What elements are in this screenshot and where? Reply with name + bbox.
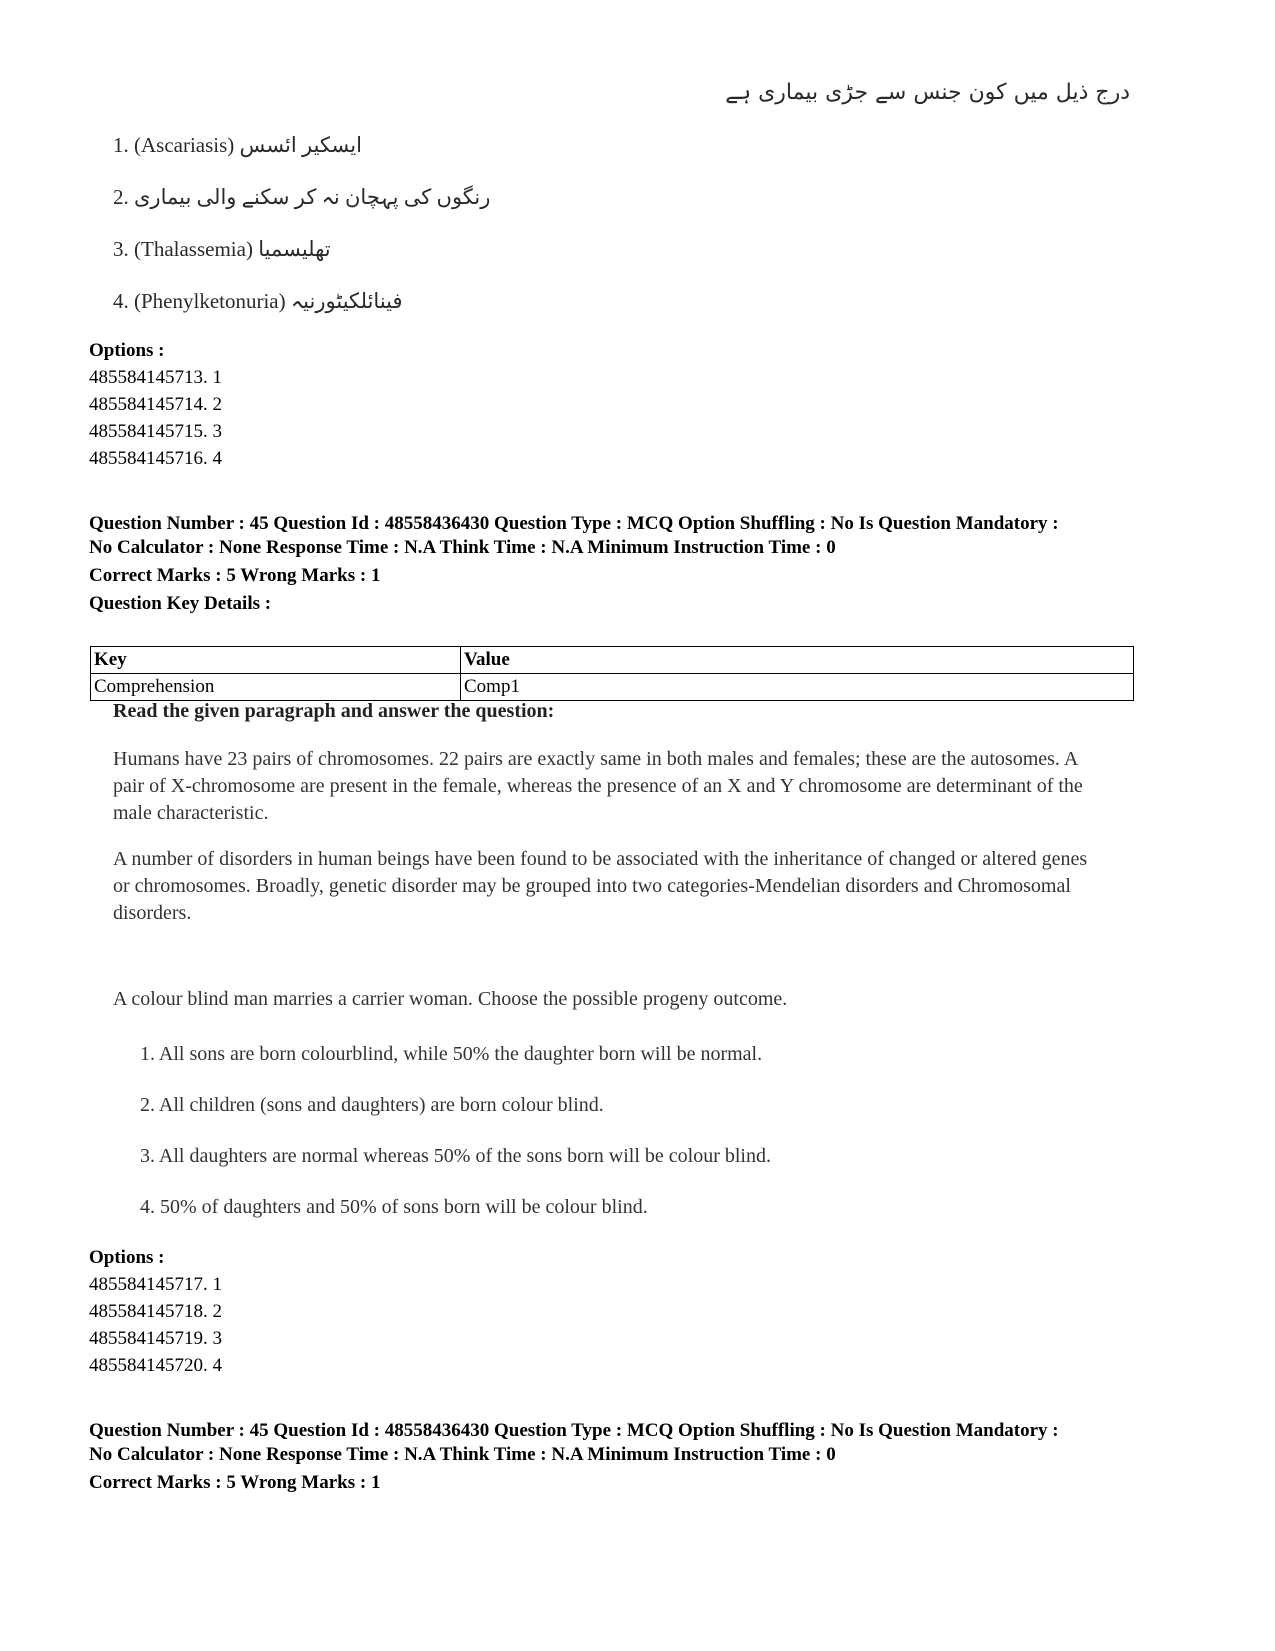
meta-line: No Calculator : None Response Time : N.A Think Time : N.A Minimum Instruction Time : 0 bbox=[89, 537, 836, 558]
option-line: 485584145713. 1 bbox=[89, 367, 222, 388]
option-line: 485584145717. 1 bbox=[89, 1274, 222, 1295]
key-details-label: Question Key Details : bbox=[89, 593, 272, 614]
choice-item: 1. (Ascariasis) ایسکیر ائسس bbox=[113, 133, 362, 157]
table-header-row bbox=[91, 647, 1134, 674]
key-details-table bbox=[90, 646, 1134, 701]
table-row bbox=[91, 674, 1134, 701]
question-meta bbox=[89, 1419, 1059, 1495]
paragraph-heading: Read the given paragraph and answer the question: bbox=[113, 700, 555, 722]
choice-item: 4. 50% of daughters and 50% of sons born will be colour blind. bbox=[140, 1196, 648, 1218]
table-cell: Comprehension bbox=[91, 674, 461, 701]
option-line: 485584145719. 3 bbox=[89, 1328, 222, 1349]
meta-line: Question Number : 45 Question Id : 48558436430 Question Type : MCQ Option Shuffling : No Is Question Mandatory : bbox=[89, 1420, 1059, 1441]
options-section bbox=[89, 340, 222, 472]
choice-item: 2. رنگوں کی پہچان نہ کر سکنے والی بیماری bbox=[113, 185, 491, 209]
choice-item: 4. (Phenylketonuria) فینائلکیٹورنیہ bbox=[113, 289, 403, 313]
meta-line: No Calculator : None Response Time : N.A Think Time : N.A Minimum Instruction Time : 0 bbox=[89, 1444, 836, 1465]
choice-item: 1. All sons are born colourblind, while 50% the daughter born will be normal. bbox=[140, 1043, 763, 1065]
option-line: 485584145718. 2 bbox=[89, 1301, 222, 1322]
choice-list bbox=[140, 1040, 771, 1244]
table-header-cell: Key bbox=[91, 647, 461, 674]
option-line: 485584145716. 4 bbox=[89, 448, 222, 469]
option-line: 485584145714. 2 bbox=[89, 394, 222, 415]
meta-line: Question Number : 45 Question Id : 48558436430 Question Type : MCQ Option Shuffling : No Is Question Mandatory : bbox=[89, 513, 1059, 534]
marks-line: Correct Marks : 5 Wrong Marks : 1 bbox=[89, 565, 381, 586]
urdu-choice-list bbox=[113, 130, 490, 338]
paragraph-1: Humans have 23 pairs of chromosomes. 22 pairs are exactly same in both males and females; these are the autosomes. A pair of X-chromosome are present in the female, whereas the presence of an X and Y chromosome are determinant of the male characteristic. bbox=[113, 748, 1083, 824]
choice-item: 3. All daughters are normal whereas 50% of the sons born will be colour blind. bbox=[140, 1145, 771, 1167]
option-line: 485584145715. 3 bbox=[89, 421, 222, 442]
choice-item: 2. All children (sons and daughters) are born colour blind. bbox=[140, 1094, 604, 1116]
choice-item: 3. (Thalassemia) تھلیسمیا bbox=[113, 237, 331, 261]
table-header-cell: Value bbox=[461, 647, 1134, 674]
options-label: Options : bbox=[89, 340, 165, 361]
question-text: A colour blind man marries a carrier woman. Choose the possible progeny outcome. bbox=[113, 988, 788, 1010]
marks-line: Correct Marks : 5 Wrong Marks : 1 bbox=[89, 1472, 381, 1493]
question-meta bbox=[89, 512, 1059, 616]
options-label: Options : bbox=[89, 1247, 165, 1268]
paragraph-2: A number of disorders in human beings have been found to be associated with the inheritance of changed or altered genes or chromosomes. Broadly, genetic disorder may be grouped into two categories-Mendelian disorders and Chromosomal disorders. bbox=[113, 848, 1088, 924]
urdu-question-text: درج ذیل میں کون جنس سے جڑی بیماری ہے bbox=[725, 80, 1130, 105]
options-section bbox=[89, 1247, 222, 1379]
table-cell: Comp1 bbox=[461, 674, 1134, 701]
option-line: 485584145720. 4 bbox=[89, 1355, 222, 1376]
